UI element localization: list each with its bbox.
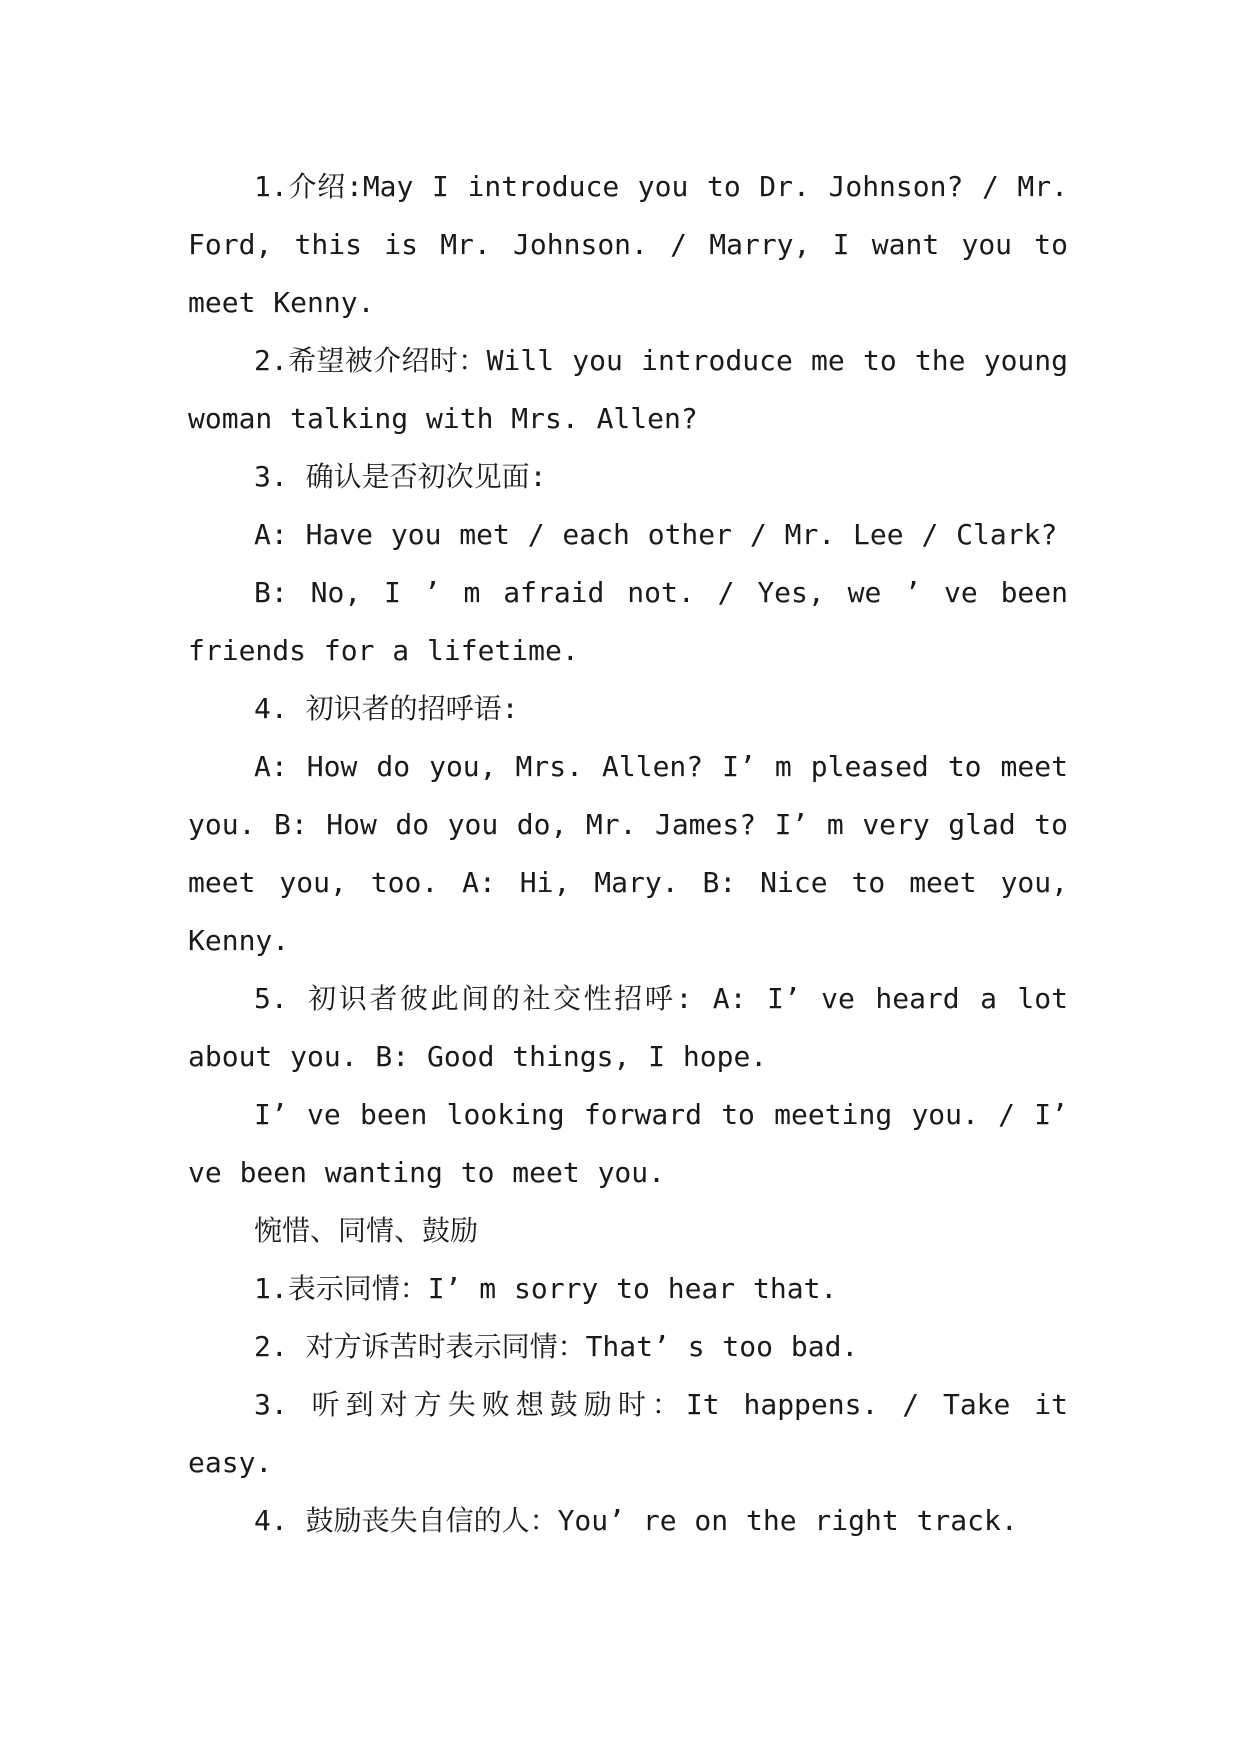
paragraph-sympathy-complaint: 2. 对方诉苦时表示同情：That’ s too bad. [254, 1330, 859, 1363]
paragraph-social-greeting: 5. 初识者彼此间的社交性招呼: A: I’ ve heard a lot about you. B: Good things, I hope. [188, 982, 1068, 1073]
paragraph-wish-introduced: 2.希望被介绍时：Will you introduce me to the young woman talking with Mrs. Allen? [188, 344, 1068, 435]
section-heading-sympathy: 惋惜、同情、鼓励 [254, 1214, 479, 1247]
paragraph-confirm-first-meeting: 3. 确认是否初次见面: [254, 460, 547, 493]
paragraph-dialogue-a-met: A: Have you met / each other / Mr. Lee / Clark? [254, 518, 1058, 551]
paragraph-express-sympathy: 1.表示同情：I’ m sorry to hear that. [254, 1272, 838, 1305]
paragraph-dialogue-b-reply: B: No, I ’ m afraid not. / Yes, we ’ ve been friends for a lifetime. [188, 576, 1068, 667]
document-body [188, 158, 1068, 1550]
paragraph-encourage-failure: 3. 听到对方失败想鼓励时：It happens. / Take it easy. [188, 1388, 1068, 1479]
paragraph-greeting-dialogue: A: How do you, Mrs. Allen? I’ m pleased to meet you. B: How do you do, Mr. James? I’ m very glad to meet you, too. A: Hi, Mary. B: Nice to meet you, Kenny. [188, 750, 1068, 957]
paragraph-greeting-heading: 4. 初识者的招呼语: [254, 692, 519, 725]
paragraph-introduction: 1.介绍:May I introduce you to Dr. Johnson? / Mr. Ford, this is Mr. Johnson. / Marry, I want you to meet Kenny. [188, 170, 1068, 319]
paragraph-encourage-confidence: 4. 鼓励丧失自信的人：You’ re on the right track. [254, 1504, 1018, 1537]
paragraph-looking-forward: I’ ve been looking forward to meeting you. / I’ ve been wanting to meet you. [188, 1098, 1068, 1189]
